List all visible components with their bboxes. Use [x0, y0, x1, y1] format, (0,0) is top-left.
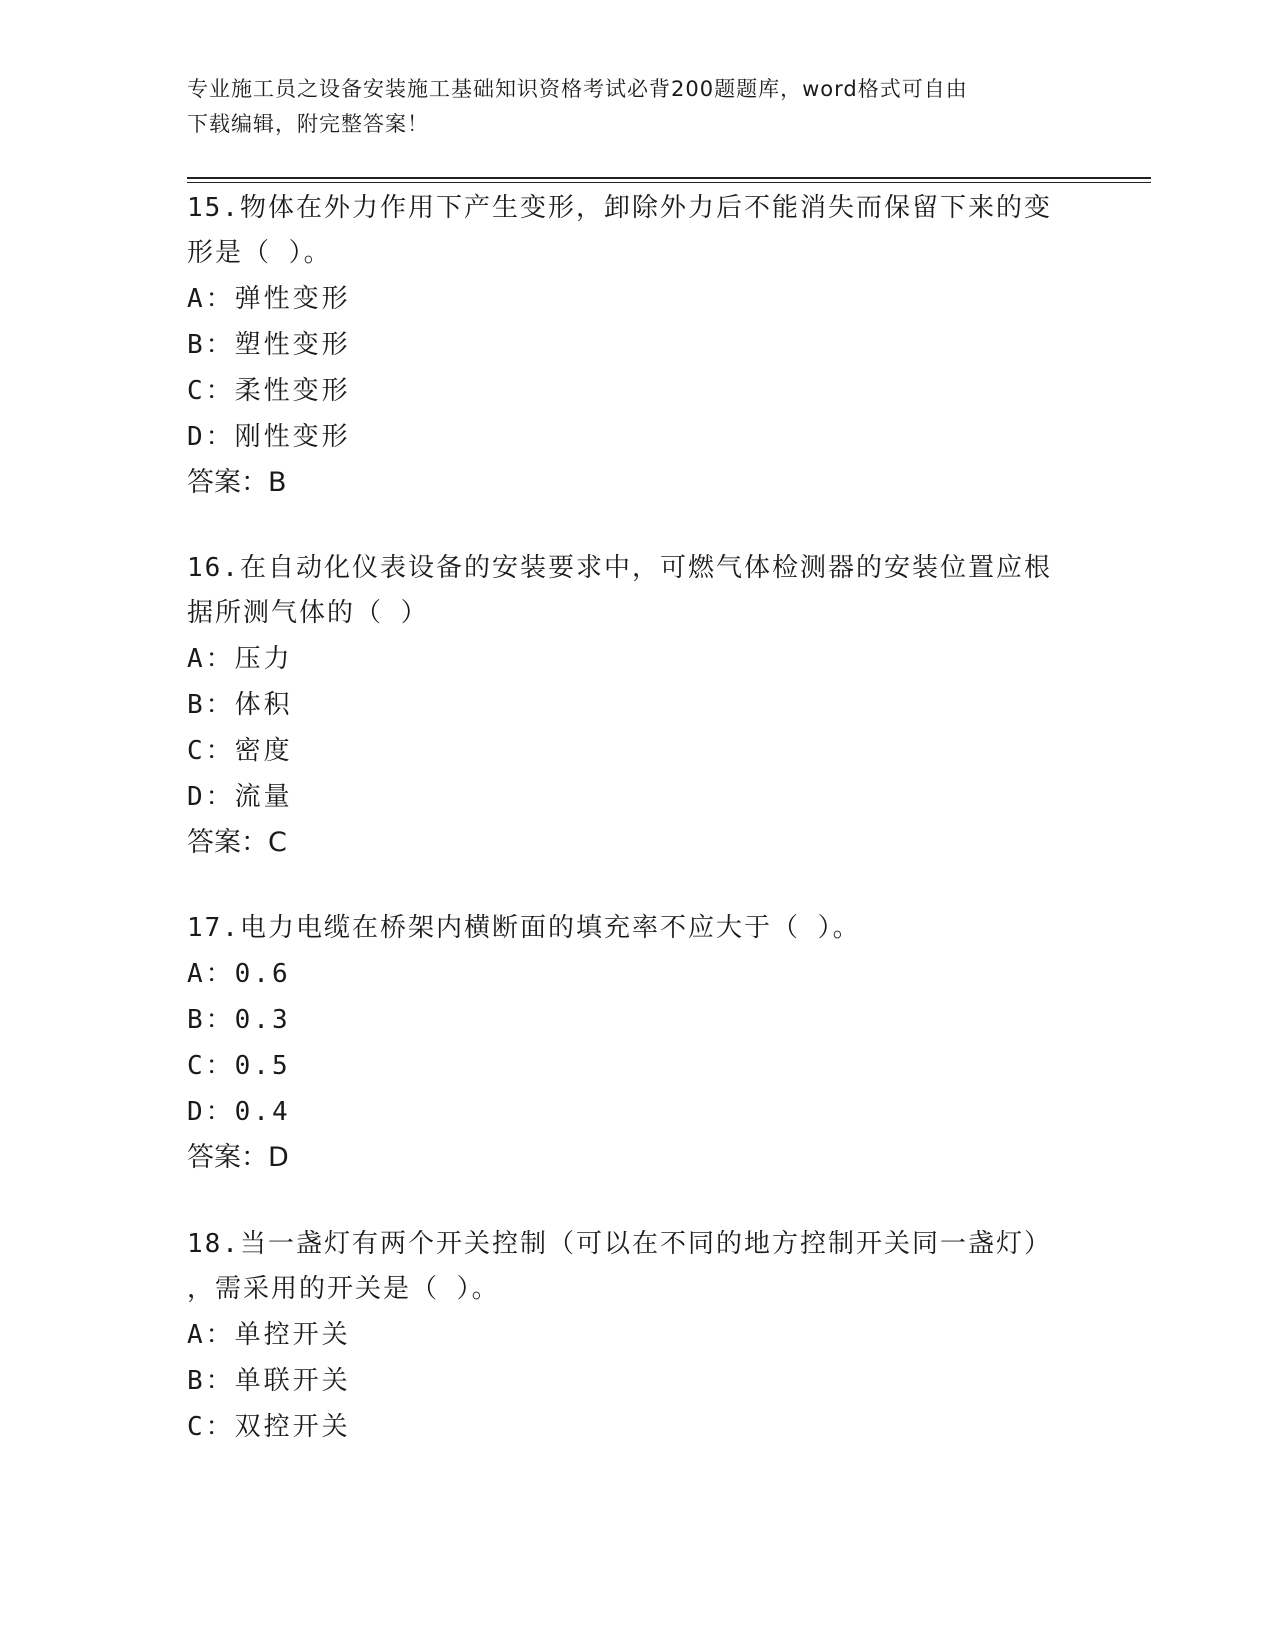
option-c: C：密度	[187, 736, 293, 766]
answer-line: 答案：B	[187, 467, 287, 498]
header-divider-thick	[187, 177, 1151, 179]
answer-line: 答案：C	[187, 827, 287, 858]
question-stem: 形是（ ）。	[187, 238, 332, 268]
option-a: A：0.6	[187, 959, 291, 989]
option-c: C：双控开关	[187, 1412, 351, 1442]
option-b: B：0.3	[187, 1005, 291, 1035]
question-17	[187, 906, 1087, 1181]
question-stem: 16.在自动化仪表设备的安装要求中，可燃气体检测器的安装位置应根	[187, 553, 1052, 583]
option-b: B：塑性变形	[187, 330, 351, 360]
question-stem: 17.电力电缆在桥架内横断面的填充率不应大于（ ）。	[187, 913, 861, 943]
question-stem: 据所测气体的（ ）	[187, 598, 429, 628]
option-a: A：弹性变形	[187, 284, 351, 314]
question-16	[187, 546, 1087, 866]
option-c: C：柔性变形	[187, 376, 351, 406]
question-15	[187, 186, 1087, 506]
option-c: C：0.5	[187, 1051, 291, 1081]
option-a: A：压力	[187, 644, 293, 674]
question-stem: 15.物体在外力作用下产生变形，卸除外力后不能消失而保留下来的变	[187, 193, 1052, 223]
option-d: D：0.4	[187, 1097, 291, 1127]
option-b: B：单联开关	[187, 1366, 351, 1396]
option-a: A：单控开关	[187, 1320, 351, 1350]
document-header	[187, 72, 1087, 142]
header-divider-thin	[187, 182, 1151, 183]
header-line-1: 专业施工员之设备安装施工基础知识资格考试必背200题题库，word格式可自由	[187, 77, 968, 101]
answer-line: 答案：D	[187, 1142, 289, 1173]
question-18	[187, 1222, 1087, 1450]
question-stem: 18.当一盏灯有两个开关控制（可以在不同的地方控制开关同一盏灯）	[187, 1229, 1052, 1259]
header-line-2: 下载编辑，附完整答案！	[187, 112, 429, 136]
option-d: D：刚性变形	[187, 422, 351, 452]
question-stem: ，需采用的开关是（ ）。	[187, 1274, 500, 1304]
option-d: D：流量	[187, 782, 293, 812]
option-b: B：体积	[187, 690, 293, 720]
